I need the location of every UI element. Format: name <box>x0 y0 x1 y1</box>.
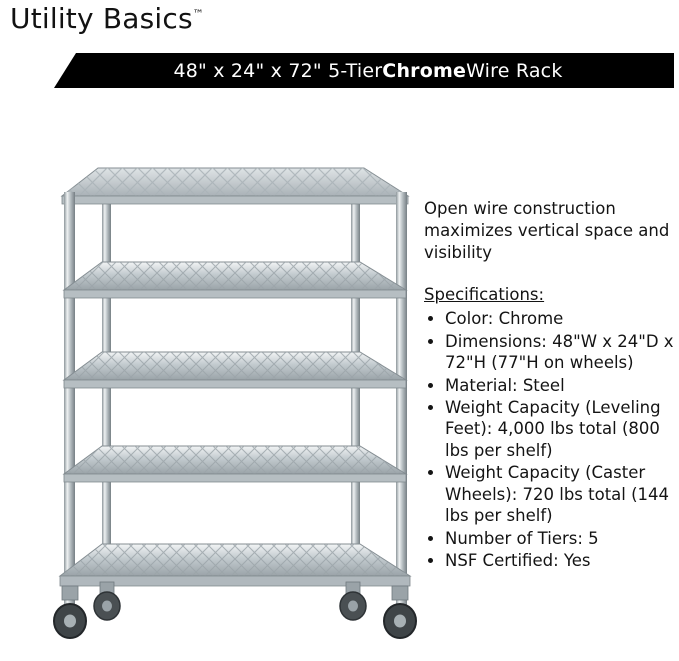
shelf-3 <box>64 352 406 388</box>
shelf-2 <box>64 262 406 298</box>
caster-wheels <box>54 582 416 638</box>
description-column <box>424 198 674 573</box>
brand-wordmark <box>10 2 204 35</box>
specifications-list <box>424 308 674 571</box>
product-tagline: Open wire construction maximizes vertical space and visibility <box>424 199 670 262</box>
list-item: • Dimensions: 48"W x 24"D x 72"H (77"H on wheels) <box>445 331 674 374</box>
product-image <box>40 130 420 650</box>
wire-rack-illustration <box>40 130 420 650</box>
banner-label <box>54 53 674 88</box>
shelf-bottom <box>60 544 410 586</box>
banner-highlight: Chrome <box>382 59 467 82</box>
list-item: • Weight Capacity (Caster Wheels): 720 lbs total (144 lbs per shelf) <box>445 462 674 526</box>
list-item: • Number of Tiers: 5 <box>445 528 674 549</box>
title-banner <box>54 53 674 88</box>
list-item: • Material: Steel <box>445 375 674 396</box>
specifications-heading: Specifications: <box>424 285 545 305</box>
list-item: • Color: Chrome <box>445 308 674 329</box>
list-item: • NSF Certified: Yes <box>445 550 674 571</box>
trademark-symbol: ™ <box>192 7 204 21</box>
brand-name: Utility Basics <box>10 2 193 35</box>
shelf-4 <box>64 446 406 482</box>
banner-suffix: Wire Rack <box>466 59 563 82</box>
shelf-top <box>62 168 408 204</box>
banner-prefix: 48" x 24" x 72" 5-Tier <box>173 59 383 82</box>
list-item: • Weight Capacity (Leveling Feet): 4,000 lbs total (800 lbs per shelf) <box>445 397 674 461</box>
